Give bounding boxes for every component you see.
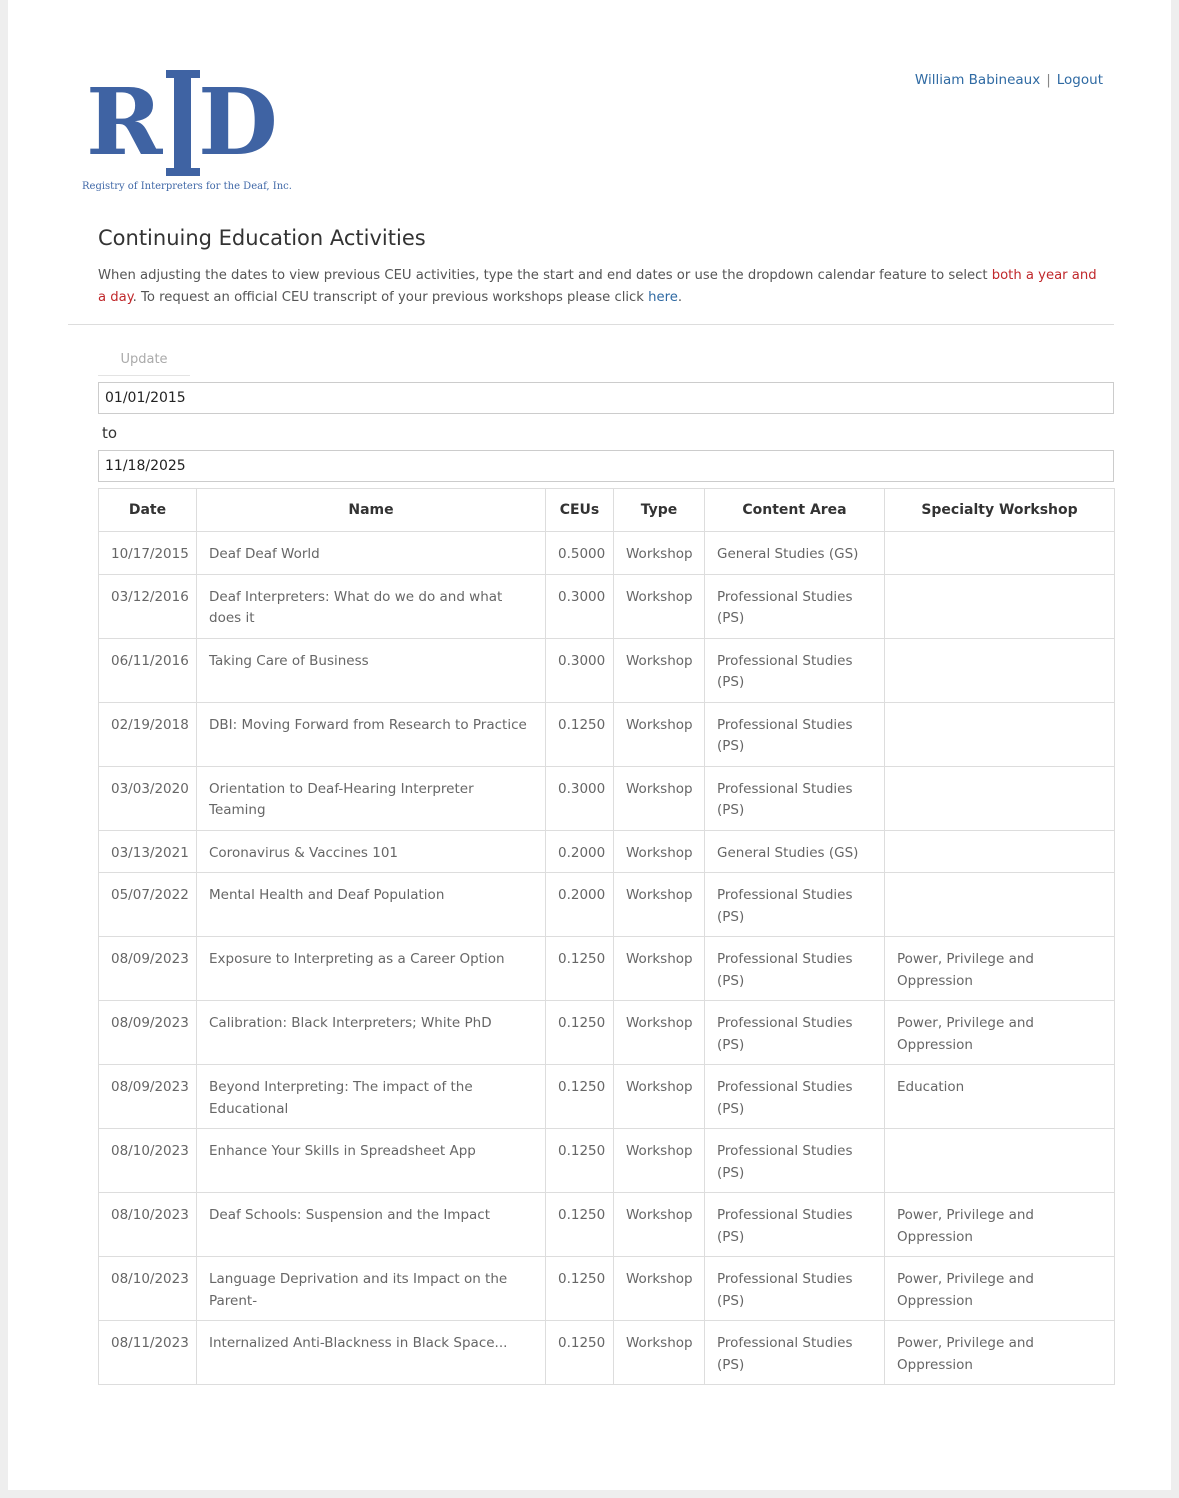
cell-ceus: 0.3000 — [546, 638, 614, 702]
cell-type: Workshop — [614, 1065, 705, 1129]
ceu-activities-table — [98, 488, 1115, 1385]
cell-specialty — [885, 702, 1115, 766]
cell-content-area: Professional Studies (PS) — [705, 702, 885, 766]
cell-date: 08/10/2023 — [99, 1257, 197, 1321]
cell-content-area: Professional Studies (PS) — [705, 1065, 885, 1129]
intro-part2: . To request an official CEU transcript of your previous workshops please click — [132, 290, 649, 305]
cell-date: 08/09/2023 — [99, 1065, 197, 1129]
table-row — [99, 766, 1115, 830]
cell-content-area: Professional Studies (PS) — [705, 1129, 885, 1193]
intro-highlight: both a year and a day — [98, 268, 1097, 305]
header-name[interactable]: Name — [197, 489, 546, 532]
page-title: Continuing Education Activities — [98, 226, 426, 250]
cell-type: Workshop — [614, 532, 705, 575]
cell-ceus: 0.1250 — [546, 937, 614, 1001]
cell-type: Workshop — [614, 873, 705, 937]
divider — [68, 324, 1114, 325]
cell-ceus: 0.1250 — [546, 1129, 614, 1193]
intro-text — [98, 265, 1108, 309]
cell-specialty: Power, Privilege and Oppression — [885, 1321, 1115, 1385]
end-date-input[interactable] — [98, 450, 1114, 482]
cell-specialty — [885, 830, 1115, 873]
cell-date: 08/10/2023 — [99, 1193, 197, 1257]
intro-part1: When adjusting the dates to view previous CEU activities, type the start and end dates or use the dropdown calendar feature to select — [98, 268, 992, 283]
cell-specialty: Power, Privilege and Oppression — [885, 1001, 1115, 1065]
cell-type: Workshop — [614, 1257, 705, 1321]
cell-content-area: Professional Studies (PS) — [705, 873, 885, 937]
cell-date: 02/19/2018 — [99, 702, 197, 766]
cell-specialty — [885, 532, 1115, 575]
cell-name: Deaf Schools: Suspension and the Impact — [197, 1193, 546, 1257]
intro-end: . — [677, 290, 683, 305]
table-body — [99, 532, 1115, 1385]
cell-type: Workshop — [614, 638, 705, 702]
logo-letter-d: D — [198, 68, 278, 176]
cell-content-area: General Studies (GS) — [705, 532, 885, 575]
cell-content-area: Professional Studies (PS) — [705, 638, 885, 702]
cell-ceus: 0.2000 — [546, 873, 614, 937]
table-row — [99, 873, 1115, 937]
to-label: to — [102, 424, 118, 442]
cell-name: Taking Care of Business — [197, 638, 546, 702]
table-row — [99, 1321, 1115, 1385]
cell-name: Enhance Your Skills in Spreadsheet App — [197, 1129, 546, 1193]
header-type[interactable]: Type — [614, 489, 705, 532]
cell-date: 10/17/2015 — [99, 532, 197, 575]
header-specialty-workshop[interactable]: Specialty Workshop — [885, 489, 1115, 532]
cell-ceus: 0.1250 — [546, 702, 614, 766]
table-row — [99, 937, 1115, 1001]
table-row — [99, 1065, 1115, 1129]
table-row — [99, 574, 1115, 638]
header-content-area[interactable]: Content Area — [705, 489, 885, 532]
cell-name: DBI: Moving Forward from Research to Practice — [197, 702, 546, 766]
cell-ceus: 0.1250 — [546, 1193, 614, 1257]
separator: | — [1046, 72, 1051, 88]
cell-type: Workshop — [614, 1321, 705, 1385]
cell-date: 03/12/2016 — [99, 574, 197, 638]
cell-ceus: 0.1250 — [546, 1257, 614, 1321]
logout-link[interactable]: Logout — [1056, 72, 1103, 88]
table-row — [99, 830, 1115, 873]
cell-content-area: Professional Studies (PS) — [705, 574, 885, 638]
cell-content-area: General Studies (GS) — [705, 830, 885, 873]
cell-date: 08/11/2023 — [99, 1321, 197, 1385]
cell-name: Exposure to Interpreting as a Career Option — [197, 937, 546, 1001]
cell-date: 06/11/2016 — [99, 638, 197, 702]
update-button[interactable]: Update — [98, 344, 190, 376]
cell-type: Workshop — [614, 574, 705, 638]
cell-type: Workshop — [614, 702, 705, 766]
header-ceus[interactable]: CEUs — [546, 489, 614, 532]
table-row — [99, 532, 1115, 575]
table-header-row — [99, 489, 1115, 532]
cell-specialty — [885, 1129, 1115, 1193]
cell-name: Internalized Anti-Blackness in Black Space... — [197, 1321, 546, 1385]
logo-letter-r: R — [86, 68, 163, 176]
cell-date: 08/09/2023 — [99, 1001, 197, 1065]
cell-content-area: Professional Studies (PS) — [705, 937, 885, 1001]
cell-ceus: 0.1250 — [546, 1065, 614, 1129]
table-row — [99, 1193, 1115, 1257]
cell-name: Language Deprivation and its Impact on the Parent- — [197, 1257, 546, 1321]
transcript-link[interactable]: here — [648, 290, 678, 305]
cell-specialty: Power, Privilege and Oppression — [885, 937, 1115, 1001]
cell-date: 08/10/2023 — [99, 1129, 197, 1193]
user-name-link[interactable]: William Babineaux — [914, 72, 1041, 88]
cell-ceus: 0.5000 — [546, 532, 614, 575]
cell-specialty — [885, 638, 1115, 702]
table-row — [99, 1001, 1115, 1065]
logo-caption: Registry of Interpreters for the Deaf, Inc. — [82, 181, 292, 192]
cell-content-area: Professional Studies (PS) — [705, 1257, 885, 1321]
start-date-input[interactable] — [98, 382, 1114, 414]
cell-date: 03/13/2021 — [99, 830, 197, 873]
cell-specialty — [885, 873, 1115, 937]
cell-type: Workshop — [614, 1001, 705, 1065]
cell-ceus: 0.1250 — [546, 1001, 614, 1065]
cell-name: Orientation to Deaf-Hearing Interpreter Teaming — [197, 766, 546, 830]
cell-specialty: Education — [885, 1065, 1115, 1129]
table-row — [99, 1257, 1115, 1321]
table-row — [99, 1129, 1115, 1193]
cell-type: Workshop — [614, 937, 705, 1001]
cell-content-area: Professional Studies (PS) — [705, 1321, 885, 1385]
cell-type: Workshop — [614, 830, 705, 873]
cell-specialty — [885, 574, 1115, 638]
table-row — [99, 638, 1115, 702]
cell-name: Deaf Interpreters: What do we do and what does it — [197, 574, 546, 638]
cell-specialty — [885, 766, 1115, 830]
table-row — [99, 702, 1115, 766]
cell-name: Deaf Deaf World — [197, 532, 546, 575]
page — [8, 0, 1171, 1490]
cell-name: Mental Health and Deaf Population — [197, 873, 546, 937]
cell-ceus: 0.2000 — [546, 830, 614, 873]
rid-logo[interactable] — [82, 64, 282, 198]
cell-name: Calibration: Black Interpreters; White PhD — [197, 1001, 546, 1065]
cell-content-area: Professional Studies (PS) — [705, 1193, 885, 1257]
cell-type: Workshop — [614, 1193, 705, 1257]
cell-date: 05/07/2022 — [99, 873, 197, 937]
cell-content-area: Professional Studies (PS) — [705, 766, 885, 830]
cell-ceus: 0.1250 — [546, 1321, 614, 1385]
cell-date: 03/03/2020 — [99, 766, 197, 830]
user-menu — [915, 72, 1103, 88]
cell-ceus: 0.3000 — [546, 574, 614, 638]
cell-specialty: Power, Privilege and Oppression — [885, 1193, 1115, 1257]
cell-ceus: 0.3000 — [546, 766, 614, 830]
cell-name: Coronavirus & Vaccines 101 — [197, 830, 546, 873]
cell-type: Workshop — [614, 1129, 705, 1193]
cell-type: Workshop — [614, 766, 705, 830]
cell-specialty: Power, Privilege and Oppression — [885, 1257, 1115, 1321]
cell-date: 08/09/2023 — [99, 937, 197, 1001]
cell-name: Beyond Interpreting: The impact of the Educational — [197, 1065, 546, 1129]
header-date[interactable]: Date — [99, 489, 197, 532]
cell-content-area: Professional Studies (PS) — [705, 1001, 885, 1065]
